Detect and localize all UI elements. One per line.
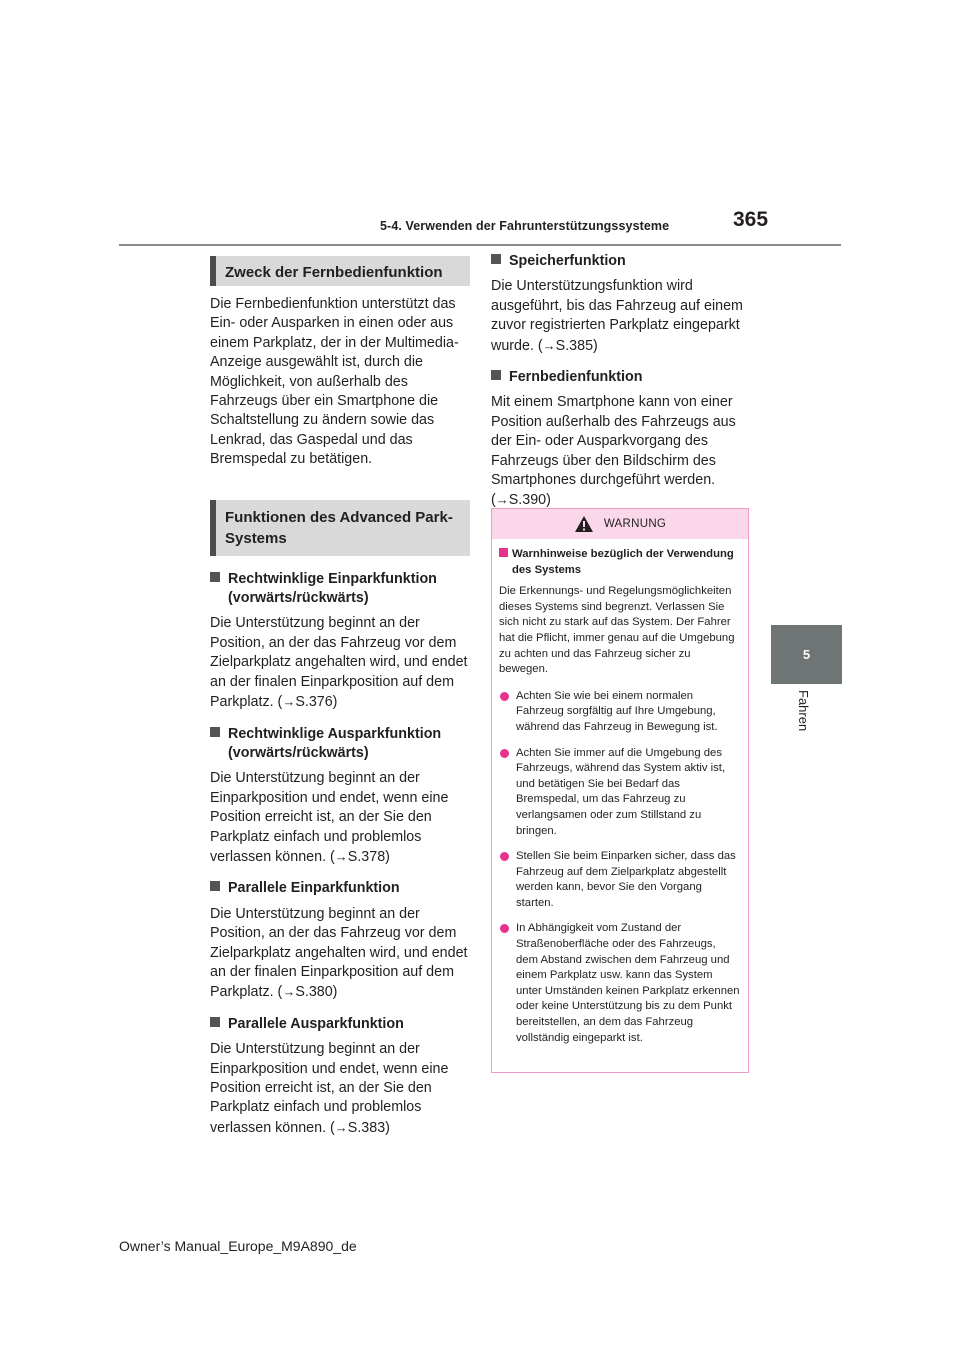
function-title: Speicherfunktion	[491, 252, 751, 271]
pink-dot-bullet-icon	[500, 924, 509, 933]
chapter-label: Fahren	[796, 690, 811, 732]
function-item	[210, 725, 470, 868]
square-bullet-icon	[210, 727, 220, 737]
square-bullet-icon	[491, 254, 501, 264]
left-column	[210, 256, 470, 1138]
square-bullet-icon	[210, 572, 220, 582]
page-reference-link[interactable]: S.378)	[347, 848, 390, 865]
function-title: Fernbedienfunktion	[491, 368, 751, 387]
function-item	[491, 252, 751, 356]
function-item	[210, 570, 470, 713]
function-description: Die Unterstützung beginnt an der Einparkposition und endet, wenn eine Position erreicht ist, an der Sie den Parkplatz einfach und problemlos verlassen können. (→S.378)	[210, 770, 449, 865]
header-divider	[119, 244, 841, 246]
function-description: Die Unterstützung beginnt an der Position, an der das Fahrzeug vor dem Zielparkplatz angehalten wird, und endet an der finalen Einparkposition auf dem Parkplatz. (→S.376)	[210, 615, 468, 711]
function-description: Die Unterstützungsfunktion wird ausgeführt, bis das Fahrzeug auf einem zuvor registrierten Parkplatz eingeparkt wurde. (→S.385)	[491, 278, 743, 354]
footer-manual-id: Owner’s Manual_Europe_M9A890_de	[119, 1238, 357, 1254]
warning-box	[491, 508, 749, 1073]
square-bullet-icon	[210, 1017, 220, 1027]
arrow-right-icon: →	[282, 984, 296, 1000]
function-description: Die Unterstützung beginnt an der Einparkposition und endet, wenn eine Position erreicht ist, an der Sie den Parkplatz einfach und problemlos verlassen können. (→S.383)	[210, 1041, 449, 1136]
square-bullet-icon	[491, 370, 501, 380]
arrow-right-icon: →	[334, 848, 348, 864]
square-bullet-icon	[210, 881, 220, 891]
warning-title: WARNUNG	[603, 518, 667, 530]
function-item	[491, 368, 751, 511]
pink-square-bullet-icon	[499, 548, 508, 557]
pink-dot-bullet-icon	[500, 749, 509, 758]
section-heading-functions: Funktionen des Advanced Park-Systems	[210, 500, 470, 556]
pink-dot-bullet-icon	[500, 692, 509, 701]
warning-triangle-icon	[574, 515, 594, 533]
function-description: Mit einem Smartphone kann von einer Position außerhalb des Fahrzeugs aus der Ein- oder Ausparkvorgang des Fahrzeugs über den Bildschirm des Smartphones durchgeführt werden. (→S.390)	[491, 394, 736, 509]
function-item	[210, 879, 470, 1002]
page-reference-link[interactable]: S.385)	[555, 337, 598, 354]
page-reference-link[interactable]: S.383)	[347, 1119, 390, 1136]
page-reference-link[interactable]: S.380)	[295, 984, 338, 1001]
warning-intro: Die Erkennungs- und Regelungsmöglichkeiten dieses Systems sind begrenzt. Verlassen Sie sich nicht zu stark auf das System. Der Fahrer hat die Pflicht, immer genau auf die Umgebung zu achten und das Fahrzeug sicher zu bewegen.	[499, 585, 735, 676]
warning-header	[492, 509, 748, 539]
function-title: Rechtwinklige Ausparkfunktion (vorwärts/rückwärts)	[210, 725, 470, 764]
pink-dot-bullet-icon	[500, 852, 509, 861]
warning-bullet: Achten Sie wie bei einem normalen Fahrzeug sorgfältig auf Ihre Umgebung, während das Fahrzeug in Bewegung ist.	[499, 689, 740, 736]
running-header-section: 5-4. Verwenden der Fahrunterstützungssysteme	[380, 219, 670, 233]
page-reference-link[interactable]: S.390)	[508, 492, 551, 509]
function-title: Parallele Ausparkfunktion	[210, 1015, 470, 1034]
section-heading-purpose: Zweck der Fernbedienfunktion	[210, 256, 470, 286]
arrow-right-icon: →	[282, 694, 296, 710]
intro-paragraph: Die Fernbedienfunktion unterstützt das Ein- oder Ausparken in einen oder aus einem Parkplatz, der in der Multimedia-Anzeige ausgewählt ist, durch die Möglichkeit, von außerhalb des Fahrzeugs über ein Smartphone die Schaltstellung zu ändern sowie das Lenkrad, das Gaspedal und das Bremspedal zu betätigen.	[210, 296, 459, 468]
warning-bullet: Achten Sie immer auf die Umgebung des Fahrzeugs, während das System aktiv ist, und betätigen Sie bei Bedarf das Bremspedal, um das Fahrzeug zu verlangsamen oder zum Stillstand zu bringen.	[499, 746, 740, 840]
arrow-right-icon: →	[495, 492, 509, 508]
chapter-number: 5	[802, 647, 811, 662]
function-item	[210, 1015, 470, 1138]
warning-bullet: In Abhängigkeit vom Zustand der Straßenoberfläche oder des Fahrzeugs, dem Abstand zwischen dem Fahrzeug und einem Parkplatz usw. kann das System unter Umständen keinen Parkplatz erkennen oder keine Unterstützung bis zu dem Punkt bereitstellen, an dem das Fahrzeug vollständig eingeparkt ist.	[499, 921, 740, 1046]
page-number: 365	[733, 208, 769, 231]
warning-bullet: Stellen Sie beim Einparken sicher, dass das Fahrzeug auf dem Zielparkplatz abgestellt werden kann, bevor Sie den Vorgang starten.	[499, 849, 740, 911]
function-description: Die Unterstützung beginnt an der Position, an der das Fahrzeug vor dem Zielparkplatz angehalten wird, und endet an der finalen Einparkposition auf dem Parkplatz. (→S.380)	[210, 905, 468, 1001]
arrow-right-icon: →	[334, 1119, 348, 1135]
function-title: Parallele Einparkfunktion	[210, 879, 470, 898]
chapter-tab	[771, 625, 842, 684]
function-title: Rechtwinklige Einparkfunktion (vorwärts/rückwärts)	[210, 570, 470, 609]
right-column	[491, 252, 751, 511]
warning-subheading: Warnhinweise bezüglich der Verwendung des Systems	[499, 547, 740, 578]
page-reference-link[interactable]: S.376)	[295, 694, 338, 711]
arrow-right-icon: →	[542, 337, 556, 353]
warning-body	[492, 539, 748, 1064]
